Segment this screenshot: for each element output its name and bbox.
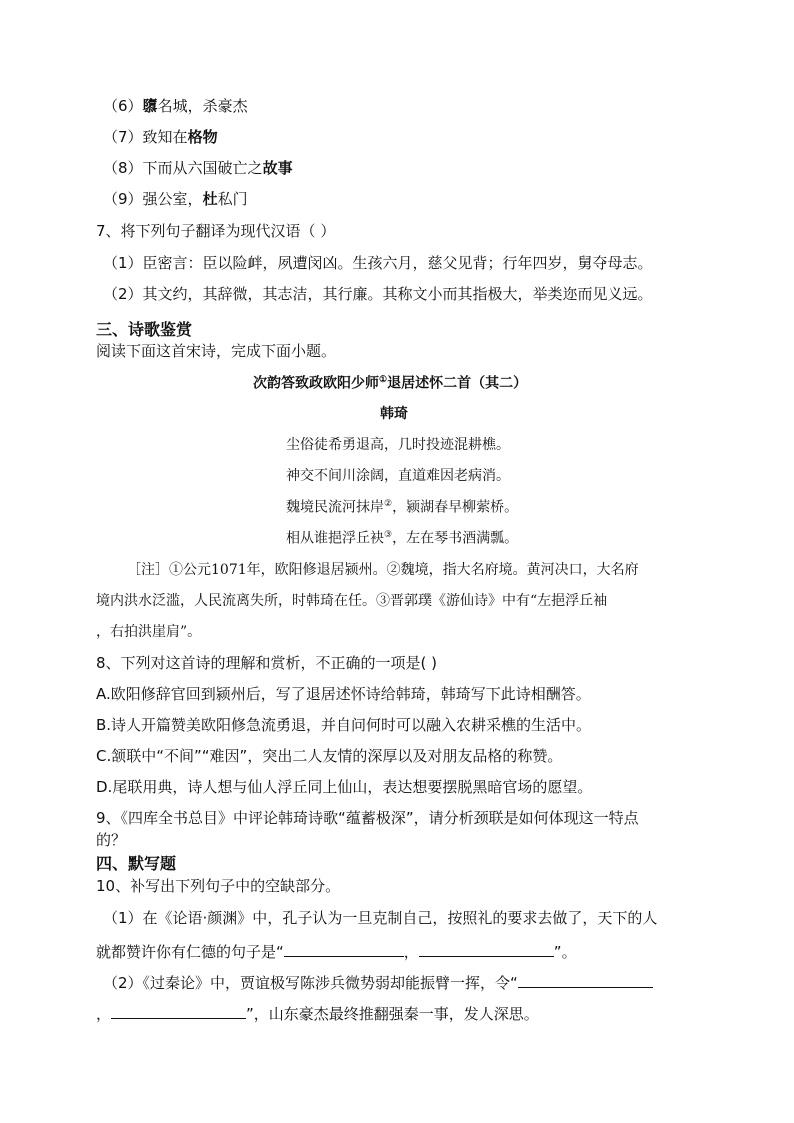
item-text: 致知在 (142, 128, 188, 146)
item-text: 下而从六国破亡之 (142, 159, 263, 177)
q8-option-c: C.颔联中“不间”“难因”，突出二人友情的深厚以及对朋友品格的称赞。 (96, 747, 563, 765)
q8-option-b: B.诗人开篇赞美欧阳修急流勇退，并自问何时可以融入农耕采樵的生活中。 (96, 716, 592, 734)
poem-note-line-3: ，右拍洪崖肩”。 (96, 624, 202, 640)
poem-title-text: 次韵答致政欧阳少师 (253, 375, 379, 392)
bold-term: 格物 (187, 128, 218, 146)
item-number: （9） (103, 190, 143, 208)
answer-blank-1[interactable] (284, 942, 404, 957)
footnote-marker: ② (384, 499, 393, 509)
item-text: ， (403, 943, 419, 961)
poem-line-text: ，左在琴书酒满瓢。 (392, 530, 519, 547)
item-number: （7） (103, 128, 143, 146)
section-heading-dictation: 四、默写题 (96, 854, 177, 873)
footnote-marker: ① (379, 375, 388, 385)
poem-line-4 (286, 531, 518, 546)
item-text: （2）《过秦论》中，贾谊极写陈涉兵微势弱却能振臂一挥，令“ (103, 974, 518, 992)
q7-stem: 7、将下列句子翻译为现代汉语（ ） (96, 222, 336, 240)
q8-option-a: A.欧阳修辞官回到颍州后，写了退居述怀诗给韩琦，韩琦写下此诗相酬答。 (96, 685, 591, 703)
q6-item-6 (103, 99, 248, 114)
poem-note-line-2: 境内洪水泛滥，人民流离失所，时韩琦在任。③晋郭璞《游仙诗》中有“左挹浮丘袖 (96, 593, 608, 609)
poem-line-1: 尘俗徒希勇退高，几时投迹混耕樵。 (286, 437, 510, 453)
item-number: （6） (103, 97, 143, 115)
q10-item-1-line-2 (96, 942, 577, 960)
item-text: 就都赞许你有仁德的句子是“ (96, 943, 284, 961)
poem-author: 韩琦 (380, 406, 408, 422)
q8-stem: 8、下列对这首诗的理解和赏析，不正确的一项是( ) (96, 654, 438, 672)
poem-line-text: ，颍湖春早柳萦桥。 (392, 499, 519, 516)
bold-term: 故事 (262, 159, 293, 177)
q7-item-2: （2）其文约，其辞微，其志洁，其行廉。其称文小而其指极大，举类迩而见义远。 (103, 285, 653, 303)
poem-line-2: 神交不间川涂阔，直道难因老病消。 (286, 468, 510, 484)
item-text: 强公室， (142, 190, 203, 208)
poem-note-line-1: ［注］①公元1071年，欧阳修退居颍州。②魏境，指大名府境。黄河决口，大名府 (127, 562, 639, 578)
answer-blank-2[interactable] (419, 942, 554, 957)
poem-line-text: 相从谁挹浮丘袂 (286, 530, 384, 547)
q6-item-9 (103, 192, 248, 207)
section-heading-poetry: 三、诗歌鉴赏 (96, 320, 193, 339)
q6-item-8 (103, 161, 293, 176)
q8-option-d: D.尾联用典，诗人想与仙人浮丘同上仙山，表达想要摆脱黑暗官场的愿望。 (96, 778, 593, 796)
item-text: ”，山东豪杰最终推翻强秦一事，发人深思。 (246, 1005, 539, 1023)
q10-item-1-line-1: （1）在《论语·颜渊》中，孔子认为一旦克制自己，按照礼的要求去做了，天下的人 (103, 909, 658, 927)
item-number: （8） (103, 159, 143, 177)
q7-item-1: （1）臣密言：臣以险衅，夙遭闵凶。生孩六月，慈父见背；行年四岁，舅夺母志。 (103, 254, 653, 272)
poem-line-text: 魏境民流河抹岸 (286, 499, 384, 516)
section-intro: 阅读下面这首宋诗，完成下面小题。 (96, 342, 337, 360)
poem-title (253, 376, 527, 391)
answer-blank-3[interactable] (518, 973, 653, 988)
poem-line-3 (286, 500, 518, 515)
item-text: ”。 (553, 943, 577, 961)
q9-line-1: 9、《四库全书总目》中评论韩琦诗歌“蕴蓄极深”，请分析颈联是如何体现这一特点 (96, 809, 639, 827)
item-text: 私门 (217, 190, 248, 208)
q9-line-2: 的？ (96, 831, 127, 849)
item-text: ， (96, 1005, 112, 1023)
answer-blank-4[interactable] (111, 1004, 246, 1019)
bold-term: 隳 (142, 97, 158, 115)
q10-item-2-line-2 (96, 1004, 539, 1022)
q10-item-2-line-1 (103, 973, 653, 991)
q6-item-7 (103, 130, 218, 145)
poem-title-text: 退居述怀二首（其二） (387, 375, 528, 392)
footnote-marker: ③ (384, 530, 393, 540)
q10-stem: 10、补写出下列句子中的空缺部分。 (96, 877, 341, 895)
item-text: 名城，杀豪杰 (157, 97, 248, 115)
bold-term: 杜 (202, 190, 218, 208)
